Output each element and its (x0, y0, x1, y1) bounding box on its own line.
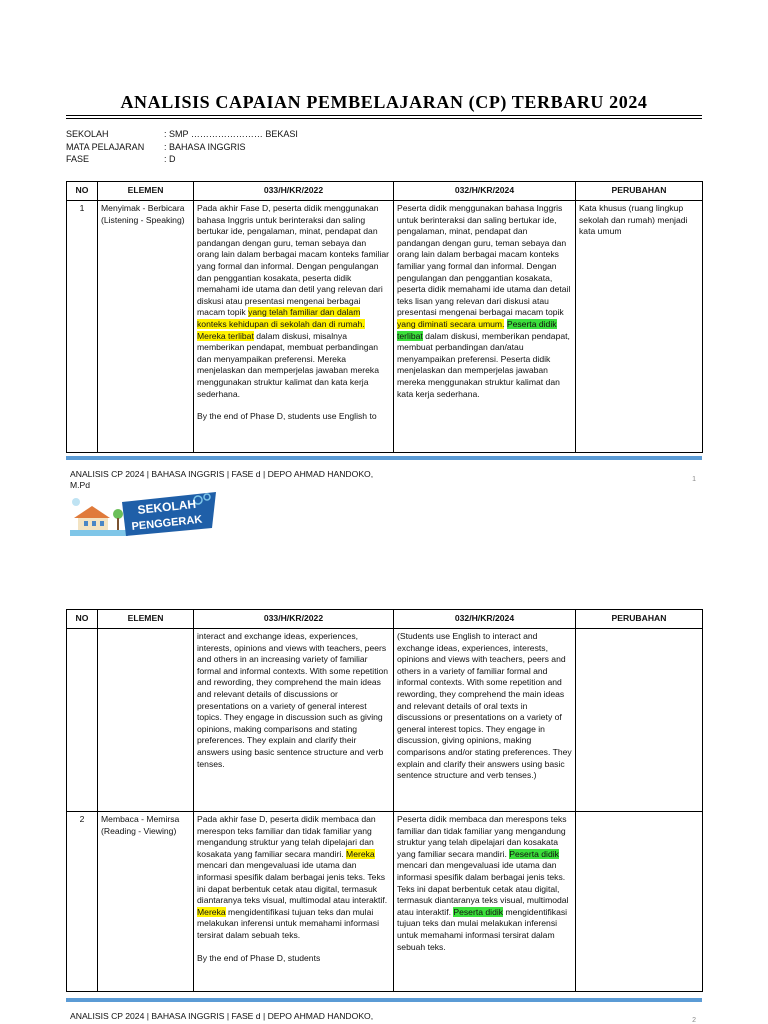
highlight-yellow: Mereka (346, 848, 375, 859)
row-elemen: Menyimak - Berbicara (Listening - Speaking) (98, 201, 194, 453)
highlight-green: Peserta didik terlibat (397, 318, 557, 341)
row-new-text (394, 812, 576, 992)
table-header-row (67, 182, 703, 201)
text-run: Pada akhir Fase D, peserta didik menggunakan bahasa Inggris untuk berinteraksi dan saling bertukar ide, pengalaman, minat, pendapat dan pandangan dengan guru, teman sebaya dan orang lain dalam berbagai macam konteks familiar yang formal dan informal. Dengan pengulangan dan penggantian kosakata, peserta didik memahami ide utama dan detil yang relevan dari diskusi atau presentasi mengenai berbagai macam topik (197, 203, 390, 318)
row-new-text (394, 201, 576, 453)
row-old-text (194, 201, 394, 453)
row-perubahan (576, 629, 703, 812)
english-text: By the end of Phase D, students use English to (197, 411, 377, 422)
footer-bar (66, 998, 702, 1002)
highlight-yellow: Mereka (197, 906, 226, 917)
highlight-yellow: Mereka terlibat (197, 330, 254, 341)
text-run: mencari dan mengevaluasi ide utama dan informasi spesifik dalam berbagai jenis teks. Teks ini dapat berbentuk cetak atau digital, termasuk diantaranya teks visual, multimodal atau interaktif. (397, 860, 569, 917)
footer-text: ANALISIS CP 2024 | BAHASA INGGRIS | FASE d | DEPO AHMAD HANDOKO, M.Pd (70, 469, 374, 490)
header-perubahan: PERUBAHAN (576, 182, 703, 201)
text-run: mencari dan mengevaluasi ide utama dan informasi spesifik dalam berbagai jenis teks. Teks ini dapat berbentuk cetak atau digital, termasuk diantaranya teks visual, multimodal atau interaktif. (197, 860, 388, 906)
header-perubahan: PERUBAHAN (576, 610, 703, 629)
text-run: Peserta didik membaca dan merespons teks familiar dan tidak familiar yang mengandung struktur yang telah dipelajari dan kosakata yang familiar secara mandiri. (397, 814, 567, 859)
meta-value: : BAHASA INGGRIS (164, 141, 246, 152)
sekolah-penggerak-logo (70, 488, 220, 544)
row-perubahan (576, 812, 703, 992)
footer-bar (66, 456, 702, 460)
page-number: 2 (692, 1017, 696, 1024)
text-run: mengidentifikasi tujuan teks dan mulai melakukan inferensi untuk memahami informasi tersirat dalam sebuah teks. (397, 906, 568, 952)
row-elemen (98, 629, 194, 812)
table-header-row (67, 610, 703, 629)
title-rule-top (66, 115, 702, 116)
page-number: 1 (692, 476, 696, 483)
header-new: 032/H/KR/2024 (394, 610, 576, 629)
document-title: ANALISIS CAPAIAN PEMBELAJARAN (CP) TERBARU 2024 (120, 92, 648, 112)
table-row (67, 812, 703, 992)
row-perubahan: Kata khusus (ruang lingkup sekolah dan rumah) menjadi kata umum (576, 201, 703, 453)
table-row (67, 201, 703, 453)
meta-row-mapel (66, 141, 298, 154)
title-rule-bottom (66, 118, 702, 119)
meta-row-sekolah (66, 128, 298, 141)
text-run: Peserta didik menggunakan bahasa Inggris untuk berinteraksi dan saling bertukar ide, pengalaman, minat, pendapat dan pandangan dengan guru, teman sebaya dan orang lain dalam berbagai macam konteks familiar yang formal dan informal. Dengan pengulangan dan penggantian kosakata, peserta didik memahami ide utama dan detail teks lisan yang relevan dari diskusi atau presentasi mengenai berbagai macam topik (397, 203, 571, 318)
meta-value: : D (164, 154, 176, 164)
row-new-text: (Students use English to interact and exchange ideas, experiences, interests, opinions and views with teachers, peers and others in a variety of familiar formal and informal contexts. With some repetition and rewording, they comprehend the main ideas and relevant details of oral texts in discussions or presentations on a variety of general interest topics. They engage in discussion, giving opinions, making comparisons and/or stating preferences. They explain and clarify their answers using basic sentence structure and verb tenses.) (394, 629, 576, 812)
highlight-green: Peserta didik (453, 906, 504, 917)
highlight-yellow: yang telah familiar dan dalam konteks kehidupan di sekolah dan di rumah. (197, 307, 365, 329)
footer-text: ANALISIS CP 2024 | BAHASA INGGRIS | FASE d | DEPO AHMAD HANDOKO, (70, 1011, 374, 1021)
text-run: mengidentifikasi tujuan teks dan mulai melakukan inferensi untuk memahami informasi tersirat dalam sebuah teks. (197, 906, 379, 940)
meta-key: MATA PELAJARAN (66, 141, 145, 152)
header-old: 033/H/KR/2022 (194, 610, 394, 629)
text-run: Pada akhir fase D, peserta didik membaca dan merespon teks familiar dan tidak familiar yang mengandung struktur yang telah dipelajari dan kosakata yang familiar secara mandiri. (197, 814, 376, 859)
meta-value: : SMP …………………… BEKASI (164, 129, 298, 139)
cp-table-page1 (66, 181, 703, 453)
meta-key: SEKOLAH (66, 129, 109, 139)
row-old-text: interact and exchange ideas, experiences, interests, opinions and views with teachers, peers and others in an increasing variety of familiar formal and informal contexts. With some repetition and rewording, they comprehend the main ideas and relevant details of discussions or presentations on a variety of general interest topics. They engage in discussion such as giving opinions, making comparisons and stating preferences. They explain and clarify their answers using basic sentence structure and verb tenses. (194, 629, 394, 812)
row-no: 2 (67, 812, 98, 992)
english-text: By the end of Phase D, students (197, 952, 321, 963)
header-elemen: ELEMEN (98, 610, 194, 629)
row-elemen: Membaca - Memirsa (Reading - Viewing) (98, 812, 194, 992)
highlight-yellow: yang diminati secara umum. (397, 318, 505, 329)
cp-table-page2 (66, 609, 703, 992)
row-no: 1 (67, 201, 98, 453)
logo-line2: PENGGERAK (131, 513, 203, 533)
header-elemen: ELEMEN (98, 182, 194, 201)
header-new: 032/H/KR/2024 (394, 182, 576, 201)
table-row (67, 629, 703, 812)
text-run: dalam diskusi, misalnya memberikan pendapat, membuat perbandingan dan menyampaikan preferensi. Mereka menjelaskan dan memperjelas jawaban mereka menggunakan struktur kalimat dan kata kerja sederhana. (197, 330, 379, 399)
text-run: dalam diskusi, memberikan pendapat, membuat perbandingan dan/atau menyampaikan preferensi. Peserta didik menjelaskan dan memperjelas jawaban mereka menggunakan struktur kalimat dan kata kerja sederhana. (397, 330, 570, 399)
row-no (67, 629, 98, 812)
row-old-text (194, 812, 394, 992)
logo-line1: SEKOLAH (136, 496, 197, 517)
logo-graphic (70, 488, 220, 544)
meta-row-fase (66, 153, 298, 166)
meta-block (66, 128, 298, 166)
meta-key: FASE (66, 154, 90, 164)
highlight-green: Peserta didik (509, 848, 559, 859)
header-no: NO (67, 182, 98, 201)
header-no: NO (67, 610, 98, 629)
header-old: 033/H/KR/2022 (194, 182, 394, 201)
